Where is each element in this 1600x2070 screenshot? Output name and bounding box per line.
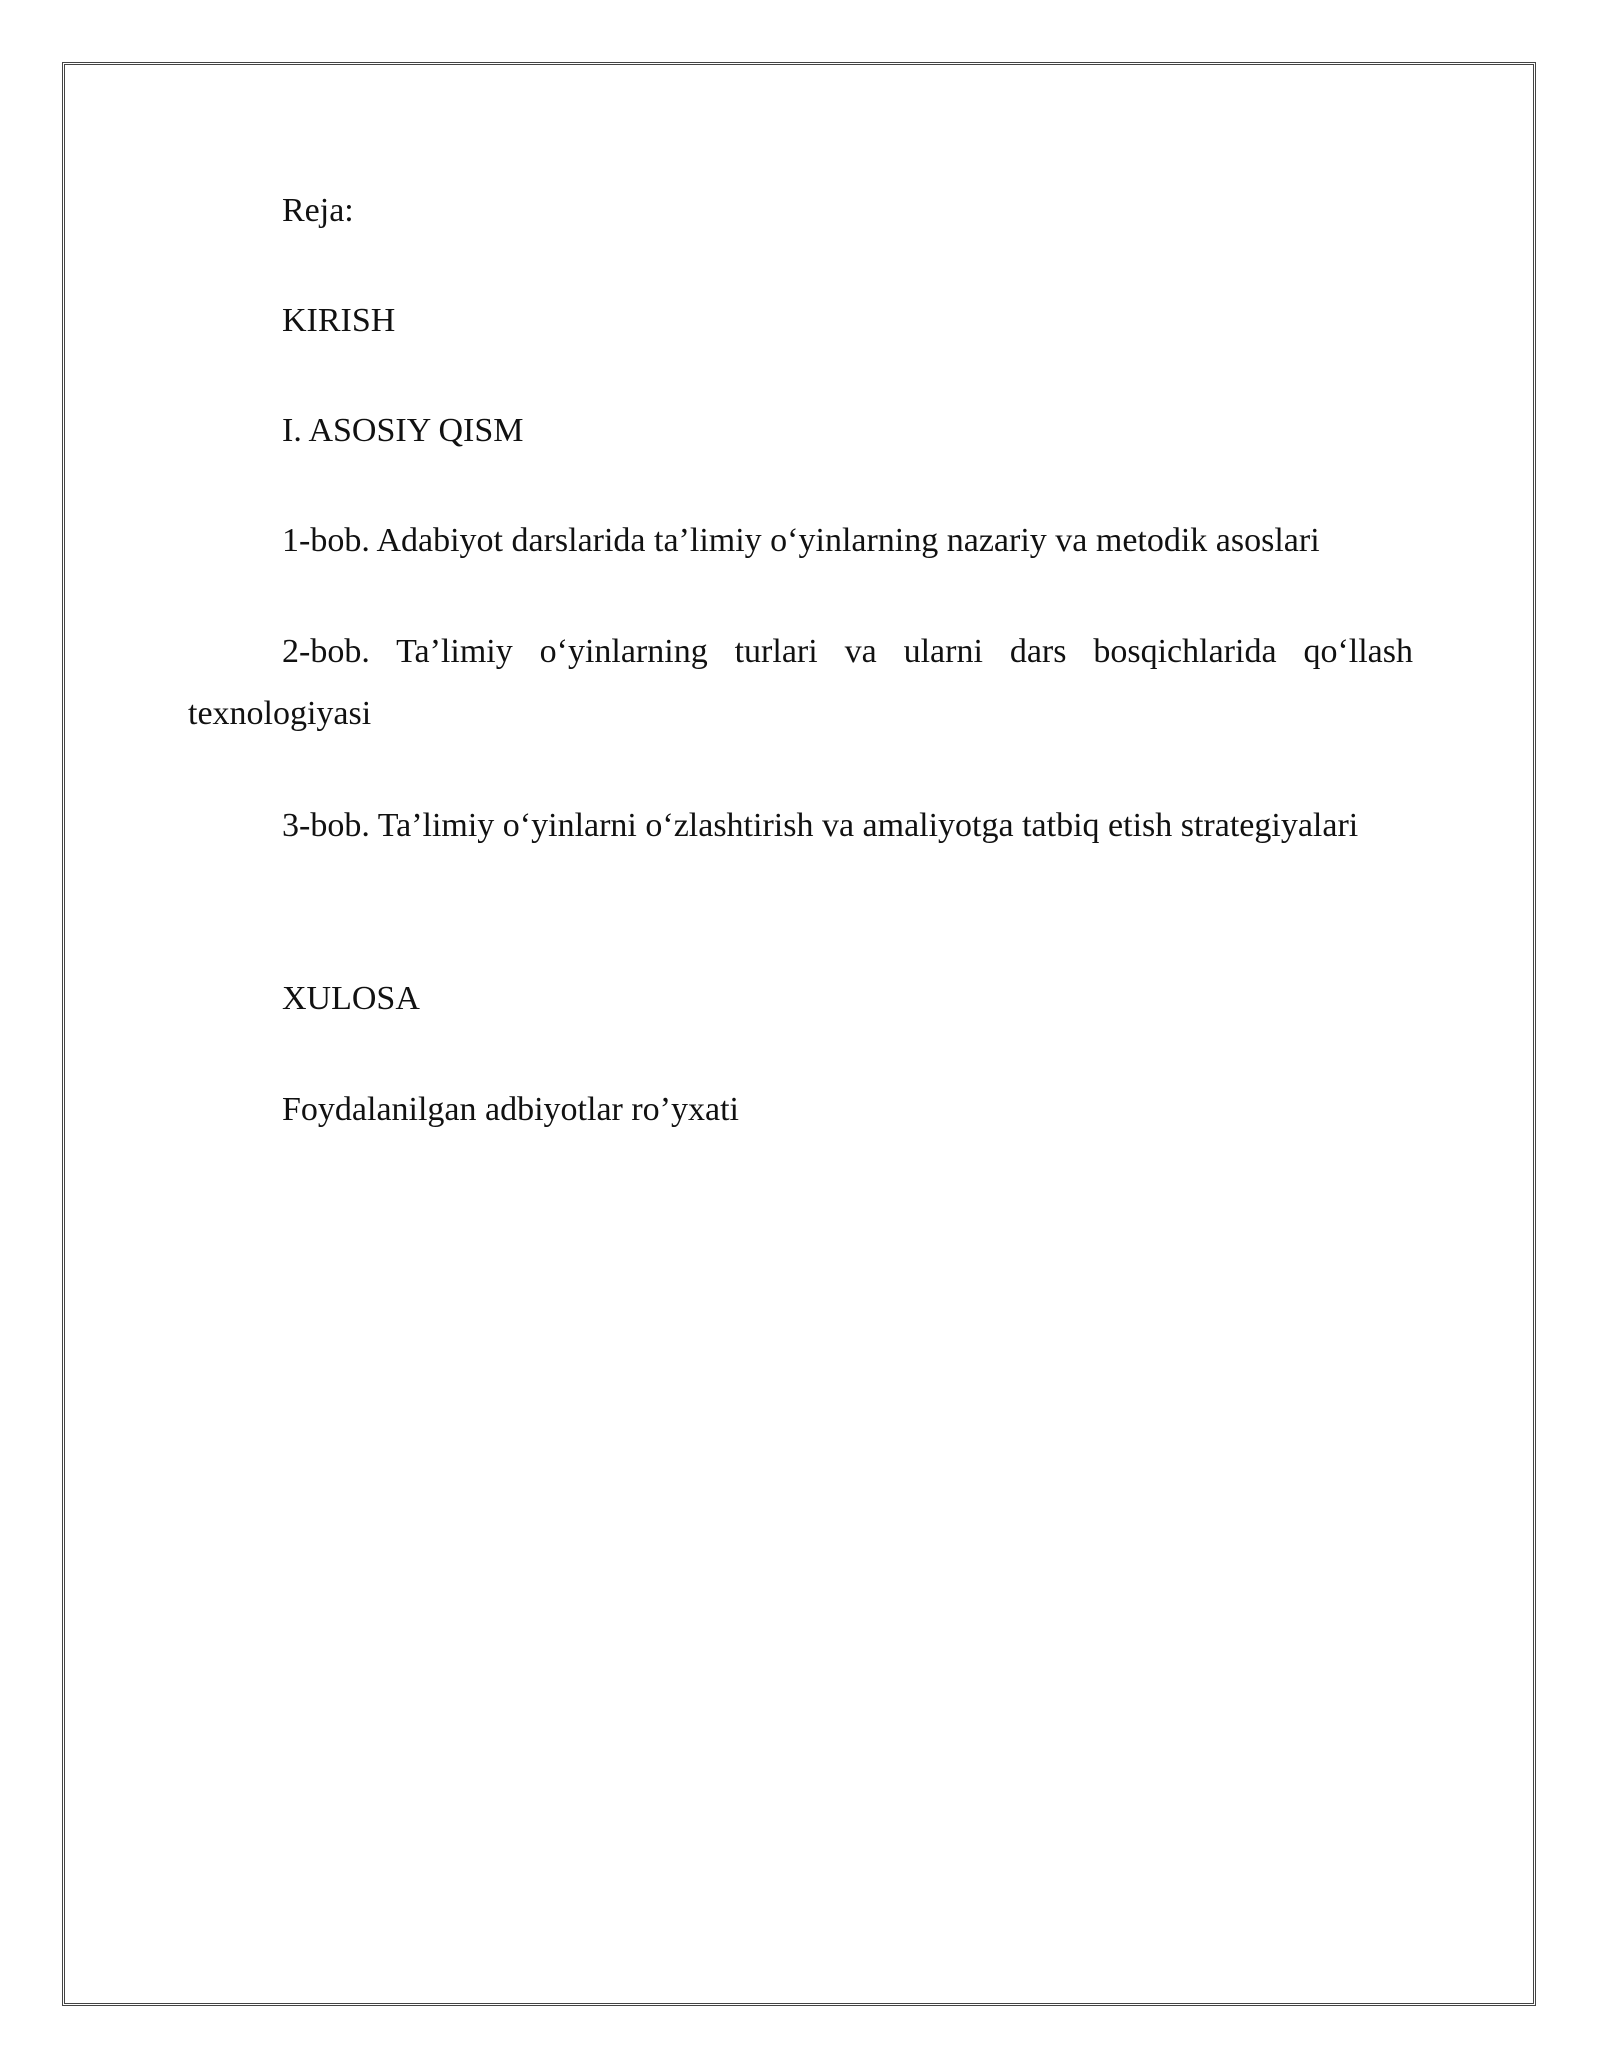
- toc-chapter-3: 3-bob. Ta’limiy o‘yinlarni o‘zlashtirish va amaliyotga tatbiq etish strategiyalari: [282, 807, 1359, 844]
- toc-chapter-1: 1-bob. Adabiyot darslarida ta’limiy o‘yinlarning nazariy va metodik asoslari: [282, 522, 1320, 559]
- toc-introduction: KIRISH: [282, 302, 396, 339]
- toc-references: Foydalanilgan adbiyotlar ro’yxati: [282, 1091, 739, 1128]
- toc-main-part: I. ASOSIY QISM: [282, 412, 524, 449]
- plan-heading: Reja:: [282, 192, 354, 229]
- toc-chapter-2: 2-bob. Ta’limiy o‘yinlarning turlari va ularni dars bosqichlarida qo‘llash texnologiyasi: [188, 633, 1413, 732]
- toc-conclusion: XULOSA: [282, 980, 420, 1017]
- page-border: [62, 62, 1536, 2006]
